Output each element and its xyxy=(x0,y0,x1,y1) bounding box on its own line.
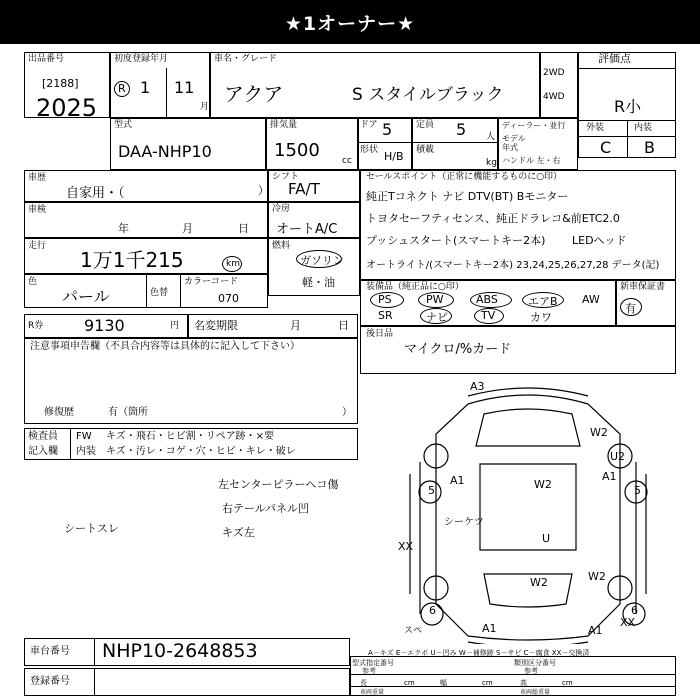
color-divider2 xyxy=(180,274,181,308)
repair-label: 修復歴 xyxy=(44,407,74,418)
footer-gross-weight-label: 車両総重量 xyxy=(520,689,551,696)
mark-xx-right: XX xyxy=(620,616,636,629)
drive-box xyxy=(540,52,578,118)
tax-label: 名変期限 xyxy=(194,319,238,332)
capacity-rule xyxy=(412,142,498,143)
equip-abs: ABS xyxy=(476,293,498,306)
car-windshield xyxy=(476,409,580,446)
footer-category-label: 類別区分番号 xyxy=(514,659,556,667)
sales-line-5: オートライト/(スマートキー2本) 23,24,25,26,27,28 データ(記) xyxy=(366,260,660,271)
mark-u: U xyxy=(542,532,551,545)
score-rule3 xyxy=(578,136,676,137)
score-interior-label: 内装 xyxy=(634,123,653,133)
capacity-value: 5 xyxy=(456,120,467,139)
footer-vehicle-weight-label: 車両重量 xyxy=(360,689,385,696)
recycle-value: 9130 xyxy=(84,316,125,335)
footer-box xyxy=(350,656,676,696)
history-label: 車歴 xyxy=(28,173,47,183)
fuel-light-oil: 軽・油 xyxy=(302,276,335,289)
reg-number-label: 登録番号 xyxy=(30,676,70,687)
inspector-row1-label: 検査員 xyxy=(28,431,58,442)
history-value: 自家用・（ xyxy=(66,186,125,201)
mark-xx-left: XX xyxy=(398,540,414,553)
inspector-row1: キズ・飛石・ヒビ割・リペア跡・×要 xyxy=(106,431,274,442)
mark-w2-top: W2 xyxy=(590,426,608,439)
score-value: R小 xyxy=(614,97,642,116)
mark-w2-center: W2 xyxy=(534,478,552,491)
registration-month: 11 xyxy=(174,78,195,97)
equip-aw: AW xyxy=(582,293,600,306)
inspector-row2: キズ・汚レ・コゲ・穴・ヒビ・キレ・破レ xyxy=(106,446,296,457)
score-interior: B xyxy=(644,138,655,157)
color-label: 色 xyxy=(28,277,38,287)
score-rule xyxy=(578,68,676,69)
car-rear-window xyxy=(484,574,572,607)
inspection-year: 年 xyxy=(118,222,129,235)
type-value: DAA-NHP10 xyxy=(118,142,212,161)
color-divider1 xyxy=(146,274,147,308)
notes-label: 注意事項申告欄（不具合内容等は具体的に記入して下さい） xyxy=(30,341,300,352)
equip-airbag: エアB xyxy=(528,295,558,308)
equip-leather: カワ xyxy=(530,311,552,324)
mark-a1-rear-left: A1 xyxy=(482,622,497,635)
inspector-ns: 内装 xyxy=(76,446,96,457)
capacity-load-label: 積載 xyxy=(416,145,435,155)
remark-3: キズ左 xyxy=(222,526,255,539)
equip-ps: PS xyxy=(378,293,392,306)
chassis-div xyxy=(94,638,95,666)
registration-era: R xyxy=(118,82,126,95)
footer-width-label: 幅 xyxy=(440,679,447,687)
shift-value: FA/T xyxy=(288,180,320,198)
reg-number-div xyxy=(94,668,95,696)
doors-value: 5 xyxy=(382,120,393,139)
fuel-gasoline: ガソリン xyxy=(300,254,344,267)
aftermarket-value: マイクロ/%カード xyxy=(404,342,512,357)
registration-divider xyxy=(166,68,167,118)
damage-legend: A－キズ E－エクボ U－凹み W－補修跡 S－サビ C－腐食 XX－交換済 xyxy=(368,649,590,657)
inspection-month: 月 xyxy=(182,222,193,235)
sales-line-3: プッシュスタート(スマートキー2本) xyxy=(366,234,546,247)
displacement-unit: cc xyxy=(342,156,352,166)
inspector-fw: FW xyxy=(76,431,92,442)
mark-u2: U2 xyxy=(610,450,626,463)
footer-cm-3: cm xyxy=(562,679,573,687)
inspection-box xyxy=(24,202,268,238)
color-code: 070 xyxy=(218,292,239,305)
equip-navi: ナビ xyxy=(426,311,448,324)
chassis-value: NHP10-2648853 xyxy=(102,640,258,662)
history-close: ） xyxy=(258,184,269,197)
footer-rule2 xyxy=(350,686,676,687)
name-grade: S スタイルブラック xyxy=(352,85,504,105)
dealer-model-label: モデル xyxy=(502,134,526,143)
sales-line-1: 純正Tコネクト ナビ DTV(BT) Bモニター xyxy=(366,190,569,203)
warranty-label: 新車保証書 xyxy=(620,282,666,292)
car-roof xyxy=(480,464,576,550)
dealer-handle-label: ハンドル 左・右 xyxy=(502,156,561,165)
name-model: アクア xyxy=(224,82,284,106)
ac-label: 冷房 xyxy=(272,204,291,214)
ac-value: オートA/C xyxy=(276,222,338,237)
capacity-load-unit: kg xyxy=(486,158,497,168)
footer-ref-2: 参考 xyxy=(524,667,538,675)
drive-2wd: 2WD xyxy=(543,68,565,78)
mark-6-right: 6 xyxy=(631,604,638,617)
displacement-label: 排気量 xyxy=(270,120,298,130)
fuel-label: 燃料 xyxy=(272,241,291,251)
banner-title: ★1オーナー★ xyxy=(284,12,416,35)
footer-rule1 xyxy=(350,674,676,675)
inspection-day: 日 xyxy=(238,222,249,235)
mark-a1-left: A1 xyxy=(450,474,465,487)
mileage-value: 1万1千215 xyxy=(80,248,184,272)
score-label: 評価点 xyxy=(598,52,631,65)
tax-month: 月 xyxy=(290,319,301,332)
dealer-label: ディーラー・並行 xyxy=(502,121,566,130)
inspector-row2-label: 記入欄 xyxy=(28,446,58,457)
mileage-unit: km xyxy=(226,259,240,269)
equipment-label: 装備品（純正品に○印） xyxy=(366,282,464,292)
inspector-div xyxy=(70,428,71,460)
recycle-label: R券 xyxy=(28,321,44,331)
sales-line-4: LEDヘッド xyxy=(572,234,627,247)
seat-note: シートスレ xyxy=(64,522,119,535)
banner xyxy=(0,0,700,44)
mark-w2-right: W2 xyxy=(588,570,606,583)
rear-bumper xyxy=(468,642,588,644)
car-left-side xyxy=(410,462,420,614)
sales-line-2: トヨタセーフティセンス、純正ドラレコ&前ETC2.0 xyxy=(366,212,620,225)
remark-1: 左センターピラーへコ傷 xyxy=(218,478,339,491)
inspection-label: 車検 xyxy=(28,205,47,215)
mark-spare: スペ xyxy=(404,626,423,636)
chassis-label: 車台番号 xyxy=(30,646,70,657)
aftermarket-label: 後日品 xyxy=(366,329,394,339)
remark-2: 右テールパネル凹 xyxy=(222,502,310,515)
doors-shape-label: 形状 xyxy=(360,145,379,155)
mark-w2-rear: W2 xyxy=(530,576,548,589)
footer-cm-2: cm xyxy=(482,679,493,687)
mark-a1-rear-right: A1 xyxy=(588,624,603,637)
registration-month-unit: 月 xyxy=(200,102,210,112)
doors-shape: H/B xyxy=(384,150,404,163)
color-value: パール xyxy=(62,287,110,306)
type-label: 型式 xyxy=(114,120,133,130)
equip-tv: TV xyxy=(481,309,496,322)
drive-4wd: 4WD xyxy=(543,92,565,102)
color-code-label: カラーコード xyxy=(184,277,239,287)
tax-day: 日 xyxy=(338,319,349,332)
capacity-label: 定員 xyxy=(416,120,435,130)
lot-sub: [2188] xyxy=(42,77,79,90)
displacement-value: 1500 xyxy=(274,140,320,161)
mileage-label: 走行 xyxy=(28,241,47,251)
registration-year: 1 xyxy=(140,78,151,97)
warranty-value: 有 xyxy=(625,302,636,315)
doors-label: ドア xyxy=(360,120,378,130)
score-split xyxy=(627,120,628,158)
footer-cm-1: cm xyxy=(404,679,415,687)
sales-label: セールスポイント（正常に機能するものに○印） xyxy=(366,172,563,182)
auction-sheet xyxy=(0,44,700,700)
mark-5-right: 5 xyxy=(634,484,641,497)
footer-length-label: 長 xyxy=(360,679,367,687)
footer-designation-label: 型式指定番号 xyxy=(352,659,394,667)
mark-seat: シーケツ xyxy=(444,517,484,528)
color-change-label: 色替 xyxy=(150,288,169,298)
score-exterior-label: 外装 xyxy=(586,123,605,133)
mark-a3: A3 xyxy=(470,380,485,393)
footer-ref-1: 参考 xyxy=(362,667,376,675)
mark-a1-right: A1 xyxy=(602,470,617,483)
capacity-unit: 人 xyxy=(486,132,496,142)
mark-6-left: 6 xyxy=(429,604,436,617)
lot-number: 2025 xyxy=(36,94,98,122)
dealer-year-label: 年式 xyxy=(502,143,518,152)
history-box xyxy=(24,170,268,202)
equip-pw: PW xyxy=(426,293,444,306)
score-exterior: C xyxy=(600,138,612,157)
registration-label: 初度登録年月 xyxy=(114,54,169,64)
lot-label: 出品番号 xyxy=(28,54,65,64)
equip-sr: SR xyxy=(378,309,393,322)
name-label: 車名・グレード xyxy=(214,54,278,64)
reg-number-box xyxy=(24,668,350,696)
recycle-unit: 円 xyxy=(170,321,180,331)
repair-value: 有（箇所 xyxy=(108,407,148,418)
footer-height-label: 高 xyxy=(520,679,527,687)
repair-close: ） xyxy=(342,407,352,418)
shift-label: シフト xyxy=(272,172,300,182)
mark-5-left: 5 xyxy=(428,484,435,497)
doors-rule xyxy=(358,142,412,143)
